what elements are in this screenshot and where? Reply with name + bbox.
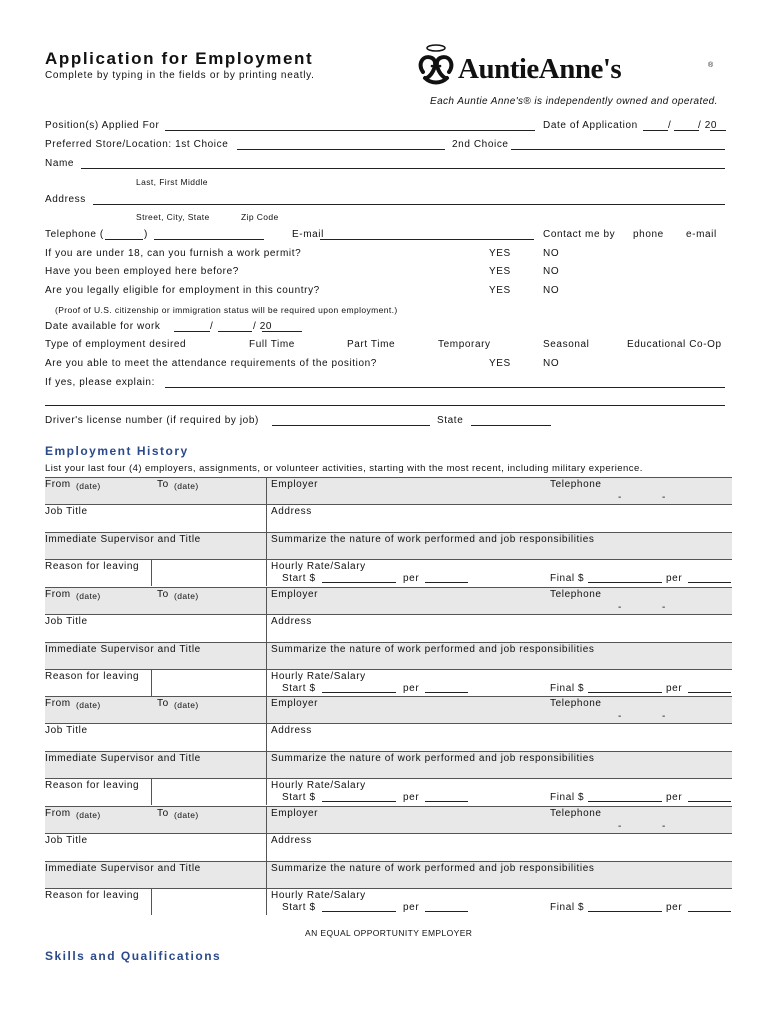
employer-3-employer-label: Employer bbox=[271, 698, 319, 709]
employer-4-divider bbox=[45, 833, 732, 834]
second-choice-label: 2nd Choice bbox=[452, 139, 509, 150]
employer-2-supervisor-label: Immediate Supervisor and Title bbox=[45, 644, 201, 655]
employer-4-final-per: per bbox=[666, 902, 683, 913]
employer-2-telephone-label: Telephone bbox=[550, 589, 602, 600]
employer-3-final-per: per bbox=[666, 792, 683, 803]
employer-1-tel-dash: - bbox=[662, 492, 666, 503]
employer-1-final-amount[interactable] bbox=[588, 582, 662, 583]
full-time-option[interactable]: Full Time bbox=[249, 339, 295, 350]
employer-2-reason-label: Reason for leaving bbox=[45, 671, 140, 682]
employer-3-hourly-label: Hourly Rate/Salary bbox=[271, 780, 366, 791]
coop-option[interactable]: Educational Co-Op bbox=[627, 339, 722, 350]
employer-3-col-line bbox=[266, 696, 267, 805]
first-choice-field[interactable] bbox=[237, 149, 445, 150]
employer-3-start-period[interactable] bbox=[425, 801, 468, 802]
preferred-store-label: Preferred Store/Location: 1st Choice bbox=[45, 139, 229, 150]
address-field[interactable] bbox=[93, 204, 725, 205]
license-label: Driver's license number (if required by job) bbox=[45, 415, 259, 426]
employed-yes[interactable]: YES bbox=[489, 266, 511, 277]
employer-4-address-label: Address bbox=[271, 835, 312, 846]
explain-field-2[interactable] bbox=[45, 405, 725, 406]
employer-4-tel-dash: - bbox=[662, 821, 666, 832]
employer-3-to-label: To bbox=[157, 698, 169, 709]
seasonal-option[interactable]: Seasonal bbox=[543, 339, 590, 350]
employer-3-tel-dash: - bbox=[618, 711, 622, 722]
employer-1-row-1 bbox=[45, 477, 732, 504]
employer-1-col-line bbox=[266, 477, 267, 586]
date-available-label: Date available for work bbox=[45, 321, 161, 332]
employer-4-final-label: Final $ bbox=[550, 902, 585, 913]
employer-4-start-period[interactable] bbox=[425, 911, 468, 912]
name-field[interactable] bbox=[81, 168, 725, 169]
employer-4-telephone-label: Telephone bbox=[550, 808, 602, 819]
employer-4-start-per: per bbox=[403, 902, 420, 913]
employed-no[interactable]: NO bbox=[543, 266, 560, 277]
avail-month-field[interactable] bbox=[174, 331, 210, 332]
employer-4-start-label: Start $ bbox=[282, 902, 316, 913]
contact-email-option[interactable]: e-mail bbox=[686, 229, 717, 240]
state-label: State bbox=[437, 415, 464, 426]
eoe-statement: AN EQUAL OPPORTUNITY EMPLOYER bbox=[305, 928, 473, 938]
employer-2-from-hint: (date) bbox=[76, 591, 101, 601]
employer-2-divider bbox=[45, 614, 732, 615]
employer-1-start-period[interactable] bbox=[425, 582, 468, 583]
employer-3-supervisor-label: Immediate Supervisor and Title bbox=[45, 753, 201, 764]
employment-history-heading: Employment History bbox=[45, 444, 189, 458]
employer-4-final-period[interactable] bbox=[688, 911, 731, 912]
date-year-prefix: / 20 bbox=[698, 120, 718, 131]
permit-no[interactable]: NO bbox=[543, 248, 560, 259]
explain-field-1[interactable] bbox=[165, 387, 725, 388]
employer-4-from-label: From bbox=[45, 808, 71, 819]
employer-1-to-label: To bbox=[157, 479, 169, 490]
date-app-year-field[interactable] bbox=[710, 130, 726, 131]
positions-label: Position(s) Applied For bbox=[45, 120, 160, 131]
employer-2-from-label: From bbox=[45, 589, 71, 600]
date-slash: / bbox=[668, 120, 672, 131]
email-field[interactable] bbox=[320, 239, 534, 240]
employer-1-start-per: per bbox=[403, 573, 420, 584]
employer-2-tel-dash: - bbox=[662, 602, 666, 613]
employer-3-divider bbox=[45, 778, 732, 779]
second-choice-field[interactable] bbox=[511, 149, 725, 150]
employer-1-start-amount[interactable] bbox=[322, 582, 396, 583]
employer-3-tel-dash: - bbox=[662, 711, 666, 722]
part-time-option[interactable]: Part Time bbox=[347, 339, 396, 350]
employer-4-hourly-label: Hourly Rate/Salary bbox=[271, 890, 366, 901]
proof-note: (Proof of U.S. citizenship or immigration status will be required upon employment.) bbox=[55, 305, 398, 315]
employer-1-from-label: From bbox=[45, 479, 71, 490]
employer-1-final-per: per bbox=[666, 573, 683, 584]
employer-1-hourly-label: Hourly Rate/Salary bbox=[271, 561, 366, 572]
employer-3-start-per: per bbox=[403, 792, 420, 803]
employer-2-employer-label: Employer bbox=[271, 589, 319, 600]
area-code-field[interactable] bbox=[105, 239, 143, 240]
employer-4-start-amount[interactable] bbox=[322, 911, 396, 912]
employer-4-supervisor-label: Immediate Supervisor and Title bbox=[45, 863, 201, 874]
temporary-option[interactable]: Temporary bbox=[438, 339, 491, 350]
employer-2-final-label: Final $ bbox=[550, 683, 585, 694]
employer-2-tel-dash: - bbox=[618, 602, 622, 613]
employer-4-final-amount[interactable] bbox=[588, 911, 662, 912]
employer-2-start-period[interactable] bbox=[425, 692, 468, 693]
employer-4-from-hint: (date) bbox=[76, 810, 101, 820]
logo-wordmark: AuntieAnne's bbox=[458, 53, 622, 85]
employer-4-summarize-label: Summarize the nature of work performed and job responsibilities bbox=[271, 863, 595, 874]
street-hint: Street, City, State bbox=[136, 212, 210, 222]
skills-heading: Skills and Qualifications bbox=[45, 949, 222, 963]
registered-mark: ® bbox=[708, 62, 714, 69]
attendance-yes[interactable]: YES bbox=[489, 358, 511, 369]
employer-2-job-title-label: Job Title bbox=[45, 616, 88, 627]
address-label: Address bbox=[45, 194, 86, 205]
date-app-month-field[interactable] bbox=[643, 130, 668, 131]
date-application-label: Date of Application bbox=[543, 120, 638, 131]
employment-intro: List your last four (4) employers, assignments, or volunteer activities, starting with the most recent, including military experience. bbox=[45, 463, 643, 474]
employer-1-final-period[interactable] bbox=[688, 582, 731, 583]
employer-2-start-label: Start $ bbox=[282, 683, 316, 694]
name-hint: Last, First Middle bbox=[136, 177, 208, 187]
employer-1-address-label: Address bbox=[271, 506, 312, 517]
employer-3-final-label: Final $ bbox=[550, 792, 585, 803]
employer-2-final-period[interactable] bbox=[688, 692, 731, 693]
page-subtitle: Complete by typing in the fields or by printing neatly. bbox=[45, 70, 315, 81]
employer-2-row-1 bbox=[45, 587, 732, 614]
permit-yes[interactable]: YES bbox=[489, 248, 511, 259]
employer-4-reason-label: Reason for leaving bbox=[45, 890, 140, 901]
employer-3-summarize-label: Summarize the nature of work performed and job responsibilities bbox=[271, 753, 595, 764]
explain-label: If yes, please explain: bbox=[45, 377, 155, 388]
employer-4-col-line bbox=[266, 806, 267, 915]
page-title: Application for Employment bbox=[45, 49, 314, 68]
employer-4-job-title-label: Job Title bbox=[45, 835, 88, 846]
employer-3-from-hint: (date) bbox=[76, 700, 101, 710]
employer-4-divider bbox=[45, 888, 732, 889]
employer-3-telephone-label: Telephone bbox=[550, 698, 602, 709]
employer-1-job-title-label: Job Title bbox=[45, 506, 88, 517]
employer-2-divider bbox=[45, 669, 732, 670]
eligible-question: Are you legally eligible for employment in this country? bbox=[45, 285, 320, 296]
attendance-no[interactable]: NO bbox=[543, 358, 560, 369]
zip-hint: Zip Code bbox=[241, 212, 279, 222]
employer-2-col-line bbox=[266, 587, 267, 696]
employer-1-to-hint: (date) bbox=[174, 481, 199, 491]
telephone-label: Telephone ( bbox=[45, 229, 104, 240]
employer-2-to-label: To bbox=[157, 589, 169, 600]
positions-field[interactable] bbox=[165, 130, 535, 131]
attendance-question: Are you able to meet the attendance requirements of the position? bbox=[45, 358, 377, 369]
telephone-field[interactable] bbox=[154, 239, 264, 240]
employer-4-tel-dash: - bbox=[618, 821, 622, 832]
date-app-day-field[interactable] bbox=[674, 130, 699, 131]
ownership-note: Each Auntie Anne's® is independently owned and operated. bbox=[430, 96, 718, 107]
eligible-no[interactable]: NO bbox=[543, 285, 560, 296]
employer-2-to-hint: (date) bbox=[174, 591, 199, 601]
employer-1-final-label: Final $ bbox=[550, 573, 585, 584]
avail-year-prefix: / 20 bbox=[253, 321, 273, 332]
employer-4-col-line bbox=[151, 888, 152, 915]
permit-question: If you are under 18, can you furnish a work permit? bbox=[45, 248, 302, 259]
employer-4-to-label: To bbox=[157, 808, 169, 819]
state-field[interactable] bbox=[471, 425, 551, 426]
employer-3-divider bbox=[45, 723, 732, 724]
employer-2-final-amount[interactable] bbox=[588, 692, 662, 693]
employer-1-reason-label: Reason for leaving bbox=[45, 561, 140, 572]
employer-2-start-amount[interactable] bbox=[322, 692, 396, 693]
employer-1-employer-label: Employer bbox=[271, 479, 319, 490]
contact-me-label: Contact me by bbox=[543, 229, 616, 240]
name-label: Name bbox=[45, 158, 75, 169]
employer-3-to-hint: (date) bbox=[174, 700, 199, 710]
employer-3-start-amount[interactable] bbox=[322, 801, 396, 802]
employed-question: Have you been employed here before? bbox=[45, 266, 239, 277]
employer-4-to-hint: (date) bbox=[174, 810, 199, 820]
employer-2-hourly-label: Hourly Rate/Salary bbox=[271, 671, 366, 682]
eligible-yes[interactable]: YES bbox=[489, 285, 511, 296]
employer-2-address-label: Address bbox=[271, 616, 312, 627]
employer-4-row-1 bbox=[45, 806, 732, 833]
employer-1-supervisor-label: Immediate Supervisor and Title bbox=[45, 534, 201, 545]
employer-3-job-title-label: Job Title bbox=[45, 725, 88, 736]
employer-3-row-1 bbox=[45, 696, 732, 723]
employer-2-summarize-label: Summarize the nature of work performed and job responsibilities bbox=[271, 644, 595, 655]
employer-1-telephone-label: Telephone bbox=[550, 479, 602, 490]
avail-day-field[interactable] bbox=[218, 331, 252, 332]
employer-1-divider bbox=[45, 559, 732, 560]
contact-phone-option[interactable]: phone bbox=[633, 229, 664, 240]
employer-1-start-label: Start $ bbox=[282, 573, 316, 584]
employer-3-start-label: Start $ bbox=[282, 792, 316, 803]
employer-2-col-line bbox=[151, 669, 152, 696]
employer-3-address-label: Address bbox=[271, 725, 312, 736]
employer-3-final-period[interactable] bbox=[688, 801, 731, 802]
employer-3-final-amount[interactable] bbox=[588, 801, 662, 802]
employer-2-final-per: per bbox=[666, 683, 683, 694]
license-field[interactable] bbox=[272, 425, 430, 426]
tel-close-paren: ) bbox=[144, 229, 148, 240]
employer-1-summarize-label: Summarize the nature of work performed and job responsibilities bbox=[271, 534, 595, 545]
employer-1-from-hint: (date) bbox=[76, 481, 101, 491]
employer-3-col-line bbox=[151, 778, 152, 805]
employer-4-employer-label: Employer bbox=[271, 808, 319, 819]
avail-year-field[interactable] bbox=[262, 331, 302, 332]
employer-1-divider bbox=[45, 504, 732, 505]
employment-type-label: Type of employment desired bbox=[45, 339, 187, 350]
employer-3-reason-label: Reason for leaving bbox=[45, 780, 140, 791]
employer-1-col-line bbox=[151, 559, 152, 586]
employer-2-start-per: per bbox=[403, 683, 420, 694]
pretzel-logo-icon bbox=[415, 42, 457, 88]
email-label: E-mail bbox=[292, 229, 324, 240]
avail-slash: / bbox=[210, 321, 214, 332]
employer-1-tel-dash: - bbox=[618, 492, 622, 503]
employer-3-from-label: From bbox=[45, 698, 71, 709]
